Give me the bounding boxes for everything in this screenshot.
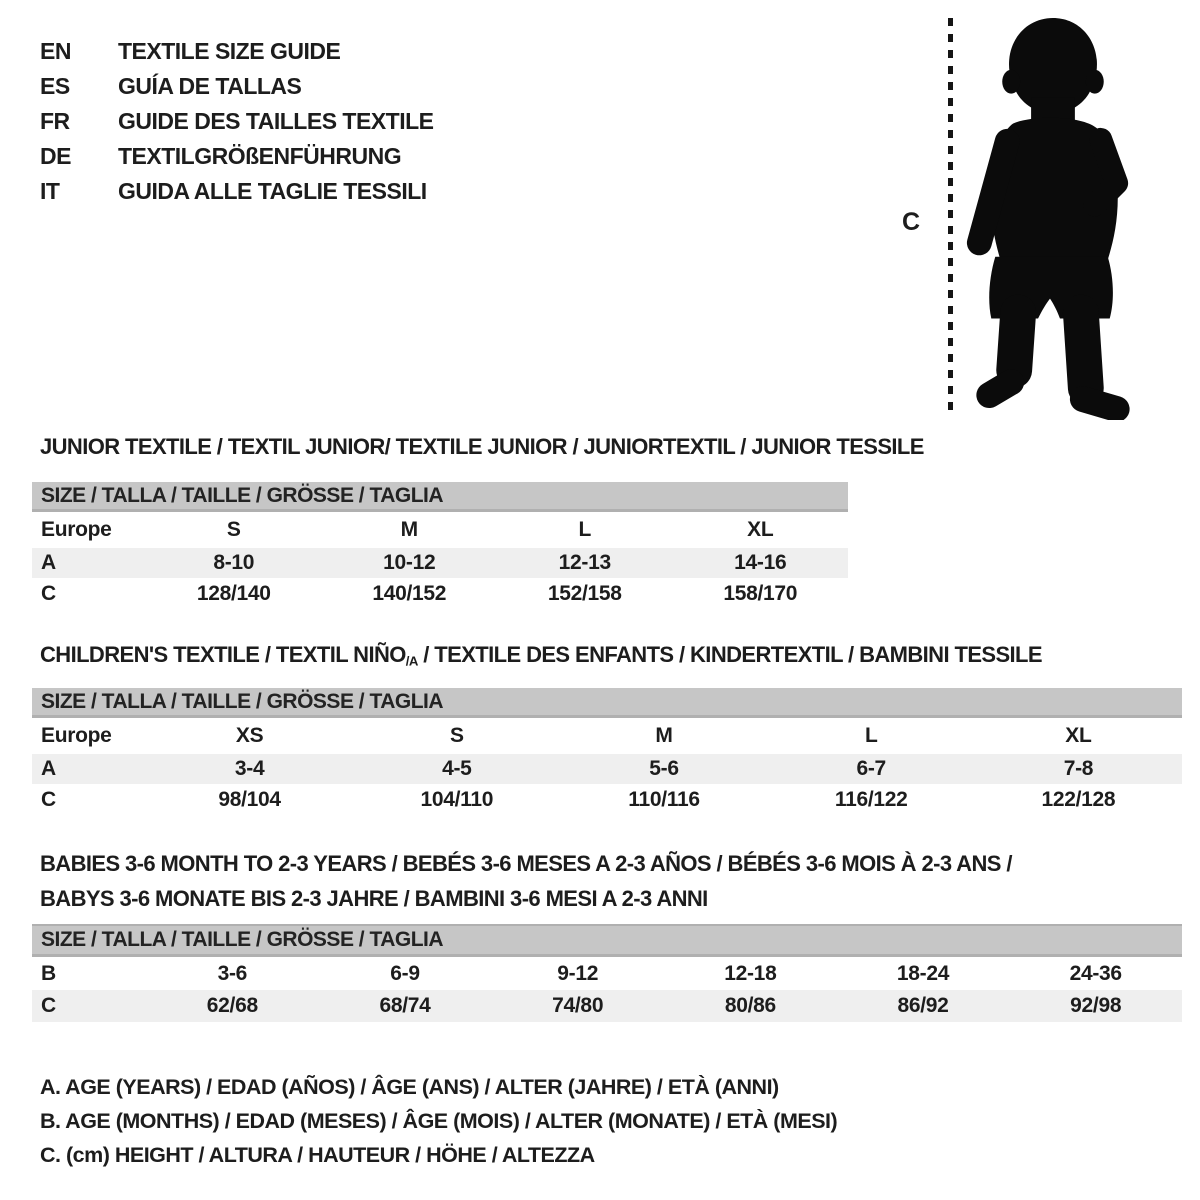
table-cell: 152/158 bbox=[547, 581, 622, 605]
table-cell: 104/110 bbox=[420, 787, 494, 811]
row-label: C bbox=[41, 994, 56, 1017]
table-cell: 80/86 bbox=[724, 994, 776, 1017]
table-cell: L bbox=[864, 724, 878, 747]
table-row-a bbox=[32, 754, 1182, 784]
legend-line-a: A. AGE (YEARS) / EDAD (AÑOS) / ÂGE (ANS) / ALTER (JAHRE) / ETÀ (ANNI) bbox=[40, 1075, 779, 1099]
children-size-table bbox=[32, 688, 1182, 815]
size-header-bar bbox=[32, 924, 1182, 957]
babies-section-title-line2: BABYS 3-6 MONATE BIS 2-3 JAHRE / BAMBINI 3-6 MESI A 2-3 ANNI bbox=[40, 886, 708, 911]
height-measure-dashed-line bbox=[948, 18, 953, 416]
table-cell: 6-9 bbox=[390, 961, 420, 985]
children-title-post: / TEXTILE DES ENFANTS / KINDERTEXTIL / BAMBINI TESSILE bbox=[417, 642, 1042, 667]
table-cell: 140/152 bbox=[372, 581, 447, 605]
children-section-title bbox=[40, 642, 1042, 668]
table-cell: 158/170 bbox=[723, 581, 798, 605]
legend-line-b: B. AGE (MONTHS) / EDAD (MESES) / ÂGE (MOIS) / ALTER (MONATE) / ETÀ (MESI) bbox=[40, 1109, 838, 1133]
table-cell: 4-5 bbox=[442, 757, 472, 780]
language-code: EN bbox=[40, 38, 71, 64]
table-row-b bbox=[32, 957, 1182, 990]
table-cell: 5-6 bbox=[649, 757, 679, 780]
table-row-europe bbox=[32, 512, 848, 548]
table-row-c bbox=[32, 990, 1182, 1022]
table-cell: M bbox=[400, 518, 418, 541]
babies-size-table bbox=[32, 924, 1182, 1022]
table-cell: 3-4 bbox=[234, 757, 265, 780]
row-label: Europe bbox=[41, 724, 112, 747]
toddler-silhouette-icon bbox=[960, 12, 1142, 420]
language-row bbox=[40, 104, 434, 139]
table-row-europe bbox=[32, 718, 1182, 754]
measure-legend bbox=[40, 1070, 837, 1172]
table-cell: XL bbox=[747, 518, 774, 541]
table-cell: 122/128 bbox=[1041, 787, 1116, 811]
measure-c-label: C bbox=[902, 208, 920, 236]
row-label: B bbox=[41, 961, 56, 985]
table-cell: 68/74 bbox=[379, 994, 431, 1017]
table-cell: S bbox=[449, 724, 464, 747]
row-label: A bbox=[41, 757, 56, 780]
table-cell: 6-7 bbox=[856, 757, 886, 780]
children-title-sub: /A bbox=[405, 653, 418, 669]
table-cell: 74/80 bbox=[552, 994, 604, 1017]
guide-title: TEXTILGRÖßENFÜHRUNG bbox=[118, 143, 402, 169]
size-header-label: SIZE / TALLA / TAILLE / GRÖSSE / TAGLIA bbox=[41, 689, 444, 713]
row-label: A bbox=[41, 551, 56, 574]
guide-title: GUÍA DE TALLAS bbox=[118, 73, 302, 99]
table-row-c bbox=[32, 784, 1182, 815]
language-row bbox=[40, 174, 434, 209]
table-cell: 116/122 bbox=[834, 787, 908, 811]
table-cell: 8-10 bbox=[213, 551, 255, 574]
language-code: DE bbox=[40, 143, 71, 169]
language-row bbox=[40, 69, 434, 104]
guide-title: GUIDA ALLE TAGLIE TESSILI bbox=[118, 178, 427, 204]
table-cell: 24-36 bbox=[1069, 961, 1122, 985]
table-cell: L bbox=[578, 518, 592, 541]
babies-section-title-line1: BABIES 3-6 MONTH TO 2-3 YEARS / BEBÉS 3-6 MESES A 2-3 AÑOS / BÉBÉS 3-6 MOIS À 2-3 ANS / bbox=[40, 851, 1012, 876]
table-cell: XL bbox=[1065, 724, 1092, 747]
table-cell: 10-12 bbox=[383, 551, 436, 574]
row-label: C bbox=[41, 787, 56, 811]
language-row bbox=[40, 139, 434, 174]
table-cell: 9-12 bbox=[557, 961, 599, 985]
language-code: FR bbox=[40, 108, 70, 134]
table-cell: 110/116 bbox=[628, 787, 700, 811]
language-code: ES bbox=[40, 73, 70, 99]
table-cell: 128/140 bbox=[196, 581, 271, 605]
junior-section-title: JUNIOR TEXTILE / TEXTIL JUNIOR/ TEXTILE JUNIOR / JUNIORTEXTIL / JUNIOR TESSILE bbox=[40, 434, 924, 459]
table-cell: S bbox=[226, 518, 241, 541]
size-header-bar bbox=[32, 688, 1182, 718]
table-cell: M bbox=[655, 724, 673, 747]
language-title-block bbox=[40, 34, 434, 209]
table-cell: 7-8 bbox=[1063, 757, 1094, 780]
size-header-label: SIZE / TALLA / TAILLE / GRÖSSE / TAGLIA bbox=[41, 928, 444, 951]
table-cell: 14-16 bbox=[734, 551, 787, 574]
row-label: Europe bbox=[41, 518, 112, 541]
language-row bbox=[40, 34, 434, 69]
language-code: IT bbox=[40, 178, 60, 204]
row-label: C bbox=[41, 581, 56, 605]
guide-title: GUIDE DES TAILLES TEXTILE bbox=[118, 108, 434, 134]
legend-line-c: C. (cm) HEIGHT / ALTURA / HAUTEUR / HÖHE / ALTEZZA bbox=[40, 1143, 595, 1167]
table-cell: XS bbox=[235, 724, 264, 747]
children-title-pre: CHILDREN'S TEXTILE / TEXTIL NIÑO bbox=[40, 642, 406, 667]
table-cell: 98/104 bbox=[218, 787, 281, 811]
table-cell: 86/92 bbox=[897, 994, 949, 1017]
table-cell: 12-18 bbox=[724, 961, 777, 985]
guide-title: TEXTILE SIZE GUIDE bbox=[118, 38, 341, 64]
table-cell: 12-13 bbox=[558, 551, 611, 574]
table-cell: 18-24 bbox=[896, 961, 950, 985]
table-row-c bbox=[32, 578, 848, 609]
size-header-bar bbox=[32, 482, 848, 512]
table-row-a bbox=[32, 548, 848, 578]
junior-size-table bbox=[32, 482, 848, 609]
table-cell: 62/68 bbox=[206, 994, 258, 1017]
table-cell: 92/98 bbox=[1070, 994, 1122, 1017]
table-cell: 3-6 bbox=[217, 961, 248, 985]
size-header-label: SIZE / TALLA / TAILLE / GRÖSSE / TAGLIA bbox=[41, 483, 444, 507]
